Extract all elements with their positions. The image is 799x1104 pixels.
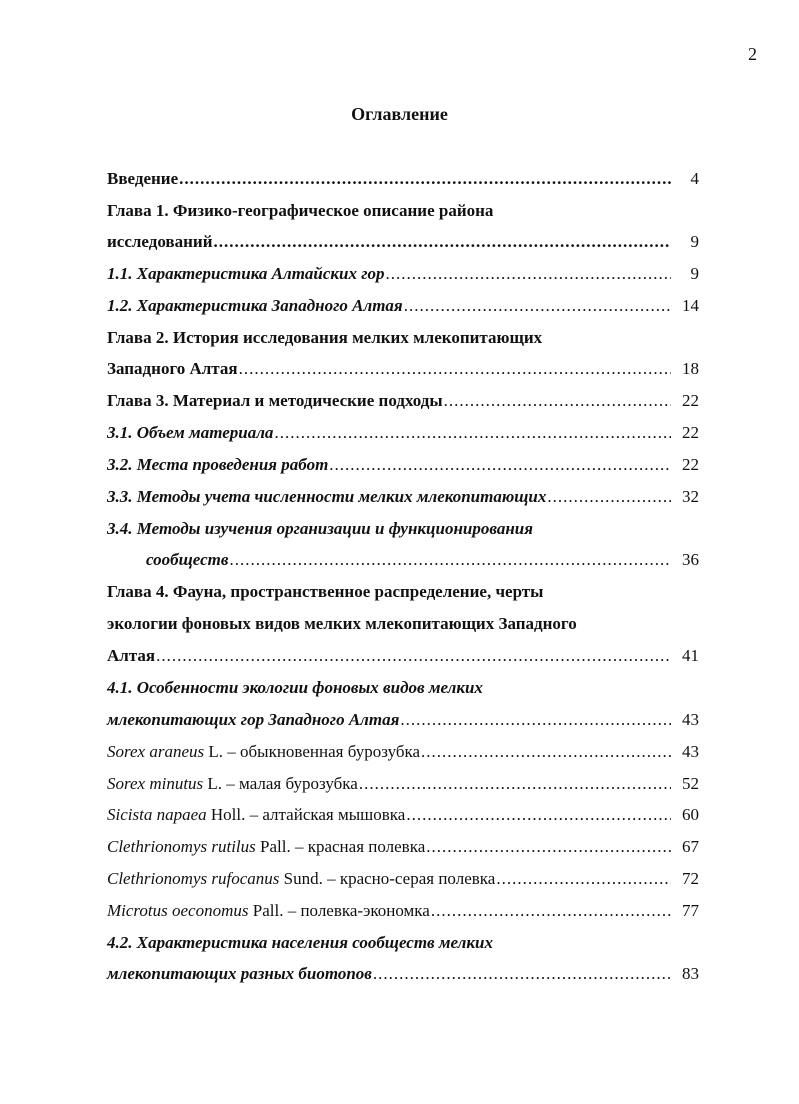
entry-text [107,835,425,859]
entry-text: Глава 3. Материал и методические подходы [107,391,443,410]
entry-text: 1.1. Характеристика Алтайских гор [107,264,385,283]
toc-entry-s4-1 [107,708,699,732]
species-common-name: Sund. – красно-серая полевка [279,869,496,888]
toc-entry-ch4-line2: экологии фоновых видов мелких млекопитающих Западного [107,614,577,633]
toc-entry-s1-2 [107,294,699,318]
entry-page: 43 [682,710,699,729]
toc-entry-ch4 [107,644,699,668]
toc-entry-s4-2-line1: 4.2. Характеристика населения сообществ мелких [107,933,493,952]
entry-page: 4 [690,169,699,188]
species-latin-name: Clethrionomys rutilus [107,837,256,856]
entry-page: 36 [682,550,699,569]
toc-entry-s3-3 [107,485,699,509]
species-latin-name: Sorex minutus [107,774,204,793]
entry-text [107,803,405,827]
species-latin-name: Sorex araneus [107,742,205,761]
species-latin-name: Microtus oeconomus [107,901,249,920]
dot-leader [239,357,671,381]
species-latin-name: Sicista napaea [107,805,207,824]
toc-entry-s3-4-line1: 3.4. Методы изучения организации и функционирования [107,519,533,538]
toc-entry-ch4-line1: Глава 4. Фауна, пространственное распределение, черты [107,582,544,601]
toc-entry-species [107,772,699,796]
entry-page: 9 [690,264,699,283]
species-common-name: L. – обыкновенная бурозубка [204,742,421,761]
toc-entry-s3-1 [107,421,699,445]
dot-leader [406,803,671,827]
toc-title: Оглавление [351,104,448,124]
entry-text [107,772,358,796]
page-number: 2 [748,44,757,64]
toc-entry-species [107,740,699,764]
toc-entry-ch2-line1: Глава 2. История исследования мелких млекопитающих [107,328,543,347]
dot-leader [386,262,671,286]
entry-text: млекопитающих разных биотопов [107,964,372,983]
dot-leader [373,962,671,986]
toc-entry-species [107,867,699,891]
entry-text: 3.2. Места проведения работ [107,455,329,474]
toc-entry-s3-2 [107,453,699,477]
entry-text: 1.2. Характеристика Западного Алтая [107,296,403,315]
dot-leader [404,294,671,318]
entry-page: 22 [682,423,699,442]
entry-text [107,867,495,891]
toc-entry-s4-2 [107,962,699,986]
toc-entry-ch1 [107,230,699,254]
species-common-name: Pall. – красная полевка [255,837,426,856]
entry-text: исследований [107,232,213,251]
toc-entry-species [107,803,699,827]
entry-text: Введение [107,169,179,188]
toc-entry-s1-1 [107,262,699,286]
toc-entry-species [107,835,699,859]
toc-entry-species [107,899,699,923]
species-common-name: L. – малая бурозубка [203,774,358,793]
dot-leader [421,740,671,764]
entry-text [107,899,430,923]
dot-leader [214,230,672,254]
dot-leader [229,548,671,572]
toc-entry-ch3 [107,389,699,413]
toc-entry-ch1-line1: Глава 1. Физико-географическое описание района [107,201,494,220]
species-common-name: Pall. – полевка-экономка [248,901,430,920]
toc-entry-s4-1-line1: 4.1. Особенности экологии фоновых видов мелких [107,678,483,697]
dot-leader [156,644,671,668]
dot-leader [547,485,671,509]
toc-entry-s3-4 [146,548,699,572]
dot-leader [359,772,671,796]
dot-leader [400,708,671,732]
entry-text: 3.1. Объем материала [107,423,274,442]
entry-page: 77 [682,901,699,920]
entry-page: 18 [682,359,699,378]
entry-page: 60 [682,805,699,824]
entry-text: Алтая [107,646,156,665]
entry-page: 9 [690,232,699,251]
entry-page: 52 [682,774,699,793]
entry-page: 22 [682,455,699,474]
entry-page: 14 [682,296,699,315]
dot-leader [444,389,671,413]
entry-text: млекопитающих гор Западного Алтая [107,710,400,729]
entry-text: сообществ [146,550,229,569]
toc-entry-intro [107,167,699,191]
entry-page: 22 [682,391,699,410]
toc-entry-ch2 [107,357,699,381]
dot-leader [426,835,671,859]
species-common-name: Holl. – алтайская мышовка [206,805,406,824]
dot-leader [274,421,671,445]
dot-leader [179,167,671,191]
dot-leader [329,453,671,477]
entry-page: 67 [682,837,699,856]
entry-text: Западного Алтая [107,359,238,378]
species-latin-name: Clethrionomys rufocanus [107,869,280,888]
dot-leader [496,867,671,891]
entry-page: 32 [682,487,699,506]
entry-page: 83 [682,964,699,983]
entry-text [107,740,420,764]
entry-page: 43 [682,742,699,761]
dot-leader [431,899,671,923]
entry-text: 3.3. Методы учета численности мелких млекопитающих [107,487,547,506]
entry-page: 41 [682,646,699,665]
entry-page: 72 [682,869,699,888]
